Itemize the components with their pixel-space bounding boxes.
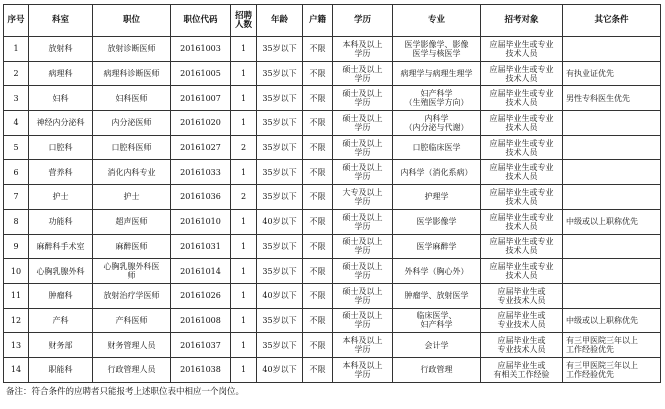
header-col-headcount: 招聘 人数 bbox=[231, 5, 257, 37]
cell-col-position-code: 20161037 bbox=[171, 333, 231, 358]
cell-col-department: 病理科 bbox=[29, 61, 93, 86]
cell-col-department: 产科 bbox=[29, 308, 93, 333]
header-col-position: 职位 bbox=[93, 5, 171, 37]
cell-col-department: 职能科 bbox=[29, 357, 93, 382]
cell-col-position-code: 20161007 bbox=[171, 86, 231, 111]
cell-col-headcount: 1 bbox=[231, 259, 257, 284]
cell-col-household: 不限 bbox=[303, 308, 333, 333]
cell-col-major: 医学影像学 bbox=[393, 209, 481, 234]
cell-col-household: 不限 bbox=[303, 259, 333, 284]
cell-col-age: 35岁以下 bbox=[257, 135, 303, 160]
cell-col-major: 妇产科学 （生殖医学方向） bbox=[393, 86, 481, 111]
cell-col-position-code: 20161008 bbox=[171, 308, 231, 333]
cell-col-applicants: 应届毕业生或专业 技术人员 bbox=[481, 135, 563, 160]
header-col-education: 学历 bbox=[333, 5, 393, 37]
cell-col-age: 35岁以下 bbox=[257, 234, 303, 259]
table-row bbox=[4, 86, 661, 111]
cell-col-position-code: 20161038 bbox=[171, 357, 231, 382]
cell-col-headcount: 1 bbox=[231, 209, 257, 234]
cell-col-major: 外科学（胸心外） bbox=[393, 259, 481, 284]
cell-col-other-conditions: 中级或以上职称优先 bbox=[563, 308, 661, 333]
cell-col-position-code: 20161027 bbox=[171, 135, 231, 160]
cell-col-age: 35岁以下 bbox=[257, 86, 303, 111]
cell-col-household: 不限 bbox=[303, 160, 333, 185]
cell-col-applicants: 应届毕业生或专业 技术人员 bbox=[481, 37, 563, 62]
table-row bbox=[4, 209, 661, 234]
cell-col-education: 硕士及以上 学历 bbox=[333, 283, 393, 308]
cell-col-department: 营养科 bbox=[29, 160, 93, 185]
cell-col-applicants: 应届毕业生或专业 技术人员 bbox=[481, 185, 563, 210]
cell-col-household: 不限 bbox=[303, 135, 333, 160]
cell-col-position-code: 20161010 bbox=[171, 209, 231, 234]
cell-col-headcount: 2 bbox=[231, 185, 257, 210]
table-row bbox=[4, 333, 661, 358]
cell-col-major: 会计学 bbox=[393, 333, 481, 358]
cell-col-department: 财务部 bbox=[29, 333, 93, 358]
cell-col-index: 6 bbox=[4, 160, 29, 185]
table-row bbox=[4, 259, 661, 284]
cell-col-major: 内科学（消化系病） bbox=[393, 160, 481, 185]
cell-col-education: 本科及以上 学历 bbox=[333, 37, 393, 62]
cell-col-household: 不限 bbox=[303, 283, 333, 308]
table-row bbox=[4, 135, 661, 160]
cell-col-age: 40岁以下 bbox=[257, 357, 303, 382]
table-body bbox=[4, 37, 661, 383]
cell-col-age: 35岁以下 bbox=[257, 185, 303, 210]
cell-col-other-conditions bbox=[563, 160, 661, 185]
cell-col-other-conditions bbox=[563, 234, 661, 259]
cell-col-applicants: 应届毕业生或 专业技术人员 bbox=[481, 308, 563, 333]
cell-col-position: 行政管理人员 bbox=[93, 357, 171, 382]
cell-col-other-conditions: 有执业证优先 bbox=[563, 61, 661, 86]
cell-col-age: 35岁以下 bbox=[257, 61, 303, 86]
cell-col-headcount: 1 bbox=[231, 283, 257, 308]
cell-col-position-code: 20161031 bbox=[171, 234, 231, 259]
cell-col-headcount: 1 bbox=[231, 111, 257, 136]
cell-col-applicants: 应届毕业生或专业 技术人员 bbox=[481, 160, 563, 185]
cell-col-major: 护理学 bbox=[393, 185, 481, 210]
cell-col-education: 硕士及以上 学历 bbox=[333, 259, 393, 284]
cell-col-position: 财务管理人员 bbox=[93, 333, 171, 358]
cell-col-household: 不限 bbox=[303, 61, 333, 86]
table-row bbox=[4, 37, 661, 62]
cell-col-other-conditions: 有三甲医院三年以上 工作经验优先 bbox=[563, 357, 661, 382]
cell-col-headcount: 2 bbox=[231, 135, 257, 160]
cell-col-household: 不限 bbox=[303, 37, 333, 62]
cell-col-major: 临床医学、 妇产科学 bbox=[393, 308, 481, 333]
cell-col-position-code: 20161026 bbox=[171, 283, 231, 308]
cell-col-other-conditions bbox=[563, 37, 661, 62]
cell-col-index: 10 bbox=[4, 259, 29, 284]
cell-col-department: 神经内分泌科 bbox=[29, 111, 93, 136]
cell-col-department: 心胸乳腺外科 bbox=[29, 259, 93, 284]
cell-col-household: 不限 bbox=[303, 111, 333, 136]
cell-col-education: 硕士及以上 学历 bbox=[333, 160, 393, 185]
cell-col-age: 35岁以下 bbox=[257, 259, 303, 284]
cell-col-other-conditions bbox=[563, 135, 661, 160]
cell-col-age: 40岁以下 bbox=[257, 283, 303, 308]
cell-col-department: 护士 bbox=[29, 185, 93, 210]
cell-col-department: 麻醉科手术室 bbox=[29, 234, 93, 259]
cell-col-position: 消化内科专业 bbox=[93, 160, 171, 185]
cell-col-education: 本科及以上 学历 bbox=[333, 333, 393, 358]
table-row bbox=[4, 185, 661, 210]
header-col-major: 专业 bbox=[393, 5, 481, 37]
cell-col-index: 5 bbox=[4, 135, 29, 160]
cell-col-other-conditions: 男性专科医生优先 bbox=[563, 86, 661, 111]
cell-col-other-conditions bbox=[563, 259, 661, 284]
cell-col-age: 35岁以下 bbox=[257, 333, 303, 358]
cell-col-education: 硕士及以上 学历 bbox=[333, 308, 393, 333]
cell-col-position: 妇科医师 bbox=[93, 86, 171, 111]
cell-col-position: 心胸乳腺外科医 师 bbox=[93, 259, 171, 284]
cell-col-applicants: 应届毕业生或专业 技术人员 bbox=[481, 111, 563, 136]
table-note: 备注：符合条件的应聘者只能报考上述职位表中相应一个岗位。 bbox=[6, 387, 245, 397]
cell-col-headcount: 1 bbox=[231, 86, 257, 111]
cell-col-position: 超声医师 bbox=[93, 209, 171, 234]
cell-col-age: 40岁以下 bbox=[257, 209, 303, 234]
cell-col-age: 35岁以下 bbox=[257, 111, 303, 136]
cell-col-position-code: 20161036 bbox=[171, 185, 231, 210]
cell-col-department: 口腔科 bbox=[29, 135, 93, 160]
table-row bbox=[4, 61, 661, 86]
cell-col-position: 口腔科医师 bbox=[93, 135, 171, 160]
cell-col-household: 不限 bbox=[303, 333, 333, 358]
cell-col-applicants: 应届毕业生或专业 技术人员 bbox=[481, 61, 563, 86]
cell-col-applicants: 应届毕业生或 专业技术人员 bbox=[481, 333, 563, 358]
header-col-other-conditions: 其它条件 bbox=[563, 5, 661, 37]
table-header bbox=[4, 5, 661, 37]
cell-col-major: 病理学与病理生理学 bbox=[393, 61, 481, 86]
cell-col-index: 7 bbox=[4, 185, 29, 210]
cell-col-education: 硕士及以上 学历 bbox=[333, 61, 393, 86]
header-col-position-code: 职位代码 bbox=[171, 5, 231, 37]
cell-col-index: 8 bbox=[4, 209, 29, 234]
cell-col-position: 病理科诊断医师 bbox=[93, 61, 171, 86]
cell-col-index: 4 bbox=[4, 111, 29, 136]
cell-col-age: 35岁以下 bbox=[257, 160, 303, 185]
cell-col-major: 肿瘤学、放射医学 bbox=[393, 283, 481, 308]
cell-col-applicants: 应届毕业生或专业 技术人员 bbox=[481, 86, 563, 111]
cell-col-index: 11 bbox=[4, 283, 29, 308]
cell-col-household: 不限 bbox=[303, 234, 333, 259]
cell-col-other-conditions: 中级或以上职称优先 bbox=[563, 209, 661, 234]
cell-col-department: 放射科 bbox=[29, 37, 93, 62]
cell-col-headcount: 1 bbox=[231, 357, 257, 382]
cell-col-other-conditions: 有三甲医院三年以上 工作经验优先 bbox=[563, 333, 661, 358]
cell-col-position: 产科医师 bbox=[93, 308, 171, 333]
header-col-index: 序号 bbox=[4, 5, 29, 37]
cell-col-education: 硕士及以上 学历 bbox=[333, 111, 393, 136]
cell-col-applicants: 应届毕业生或专业 技术人员 bbox=[481, 259, 563, 284]
cell-col-other-conditions bbox=[563, 185, 661, 210]
cell-col-position-code: 20161020 bbox=[171, 111, 231, 136]
cell-col-household: 不限 bbox=[303, 357, 333, 382]
header-col-household: 户籍 bbox=[303, 5, 333, 37]
cell-col-headcount: 1 bbox=[231, 37, 257, 62]
cell-col-major: 内科学 （内分泌与代谢） bbox=[393, 111, 481, 136]
cell-col-headcount: 1 bbox=[231, 61, 257, 86]
cell-col-major: 口腔临床医学 bbox=[393, 135, 481, 160]
cell-col-applicants: 应届毕业生或专业 技术人员 bbox=[481, 209, 563, 234]
cell-col-position: 护士 bbox=[93, 185, 171, 210]
cell-col-education: 硕士及以上 学历 bbox=[333, 209, 393, 234]
table-row bbox=[4, 160, 661, 185]
table-row bbox=[4, 111, 661, 136]
cell-col-major: 行政管理 bbox=[393, 357, 481, 382]
cell-col-position: 麻醉医师 bbox=[93, 234, 171, 259]
cell-col-position-code: 20161014 bbox=[171, 259, 231, 284]
header-col-applicants: 招考对象 bbox=[481, 5, 563, 37]
table-row bbox=[4, 234, 661, 259]
cell-col-index: 3 bbox=[4, 86, 29, 111]
cell-col-headcount: 1 bbox=[231, 234, 257, 259]
cell-col-applicants: 应届毕业生或专业 技术人员 bbox=[481, 234, 563, 259]
cell-col-position-code: 20161003 bbox=[171, 37, 231, 62]
cell-col-index: 14 bbox=[4, 357, 29, 382]
table-row bbox=[4, 283, 661, 308]
cell-col-education: 硕士及以上 学历 bbox=[333, 86, 393, 111]
cell-col-major: 医学影像学、影像 医学与核医学 bbox=[393, 37, 481, 62]
cell-col-index: 1 bbox=[4, 37, 29, 62]
cell-col-position: 放射诊断医师 bbox=[93, 37, 171, 62]
cell-col-household: 不限 bbox=[303, 86, 333, 111]
cell-col-index: 2 bbox=[4, 61, 29, 86]
cell-col-household: 不限 bbox=[303, 185, 333, 210]
cell-col-education: 硕士及以上 学历 bbox=[333, 234, 393, 259]
cell-col-index: 9 bbox=[4, 234, 29, 259]
header-row bbox=[4, 5, 661, 37]
cell-col-headcount: 1 bbox=[231, 160, 257, 185]
cell-col-index: 12 bbox=[4, 308, 29, 333]
cell-col-education: 硕士及以上 学历 bbox=[333, 135, 393, 160]
cell-col-position: 内分泌医师 bbox=[93, 111, 171, 136]
cell-col-other-conditions bbox=[563, 111, 661, 136]
cell-col-position-code: 20161033 bbox=[171, 160, 231, 185]
cell-col-position-code: 20161005 bbox=[171, 61, 231, 86]
recruitment-table bbox=[3, 4, 661, 383]
cell-col-applicants: 应届毕业生或 有相关工作经验 bbox=[481, 357, 563, 382]
cell-col-department: 功能科 bbox=[29, 209, 93, 234]
cell-col-department: 肿瘤科 bbox=[29, 283, 93, 308]
cell-col-age: 35岁以下 bbox=[257, 37, 303, 62]
table-row bbox=[4, 357, 661, 382]
cell-col-age: 35岁以下 bbox=[257, 308, 303, 333]
header-col-department: 科室 bbox=[29, 5, 93, 37]
cell-col-department: 妇科 bbox=[29, 86, 93, 111]
cell-col-position: 放射治疗学医师 bbox=[93, 283, 171, 308]
cell-col-education: 大专及以上 学历 bbox=[333, 185, 393, 210]
table-row bbox=[4, 308, 661, 333]
cell-col-major: 医学麻醉学 bbox=[393, 234, 481, 259]
cell-col-education: 本科及以上 学历 bbox=[333, 357, 393, 382]
cell-col-headcount: 1 bbox=[231, 333, 257, 358]
header-col-age: 年龄 bbox=[257, 5, 303, 37]
cell-col-headcount: 1 bbox=[231, 308, 257, 333]
cell-col-applicants: 应届毕业生或 专业技术人员 bbox=[481, 283, 563, 308]
cell-col-index: 13 bbox=[4, 333, 29, 358]
cell-col-household: 不限 bbox=[303, 209, 333, 234]
cell-col-other-conditions bbox=[563, 283, 661, 308]
